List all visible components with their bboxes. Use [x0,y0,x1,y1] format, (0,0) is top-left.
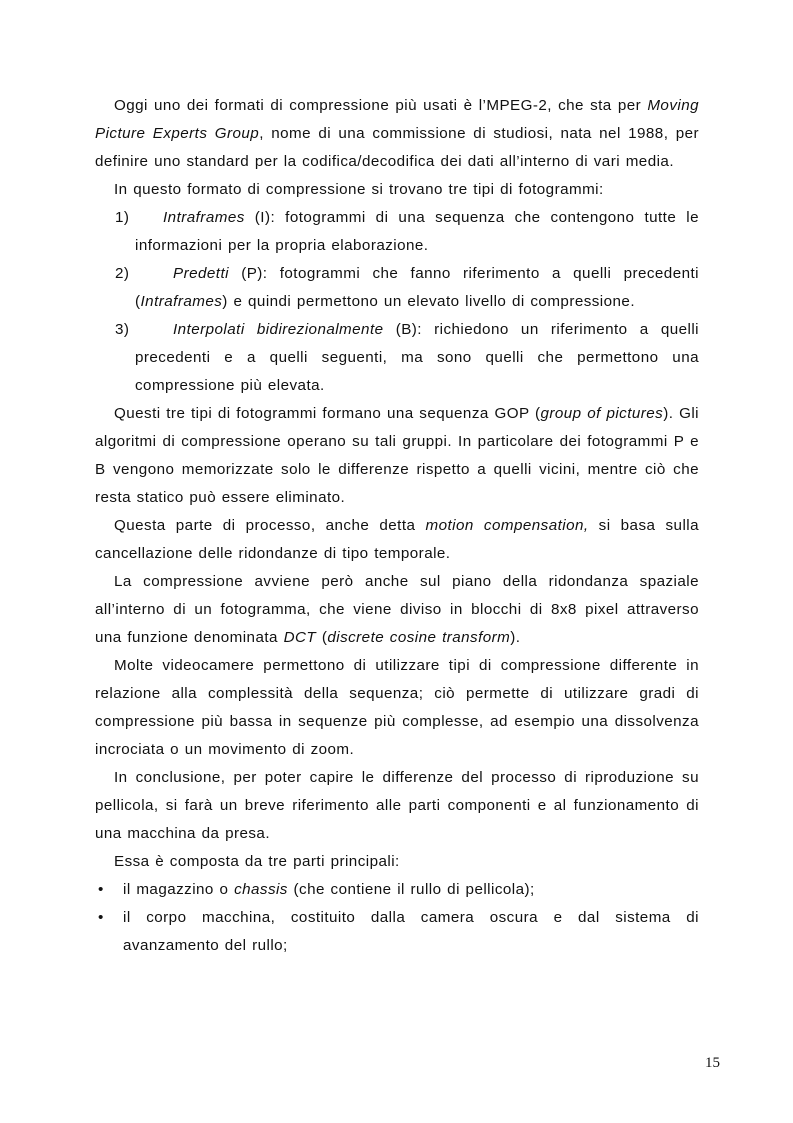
text-run: Oggi uno dei formati di compressione più usati è l’MPEG-2, che sta per [114,97,648,114]
bullet-icon: • [98,909,104,926]
text-run: , nome di una commissione di studiosi, nata nel 1988, per definire uno standard per la codifica/decodifica dei dati all’interno di vari media. [95,125,699,170]
italic-run: discrete cosine transform [327,629,511,646]
text-run: ). Gli algoritmi di compressione operano su tali gruppi. In particolare dei fotogrammi P e B vengono memorizzate solo le differenze rispetto a quelli vicini, mentre ciò che resta statico può essere eliminato. [95,405,699,506]
paragraph-motion-compensation [95,512,699,568]
italic-run: chassis [234,881,288,898]
text-run: Questi tre tipi di fotogrammi formano una sequenza GOP ( [114,405,541,422]
italic-run: group of pictures [540,405,664,422]
text-run: (P): fotogrammi che fanno riferimento a quelli precedenti ( [135,265,699,310]
text-run: (B): richiedono un riferimento a quelli precedenti e a quelli seguenti, ma sono quelli che permettono una compressione più elevata. [135,321,700,394]
list-item-predetti [95,260,699,316]
text-run: il corpo macchina, costituito dalla camera oscura e dal sistema di avanzamento del rullo; [123,909,699,954]
paragraph-conclusione [95,764,699,848]
text-run: ( [316,629,328,646]
bullet-item-corpo-macchina [95,904,699,960]
page-number: 15 [705,1055,720,1071]
paragraph-parti-principali [95,848,699,876]
paragraph-mpeg2-intro [95,92,699,176]
text-run: Questa parte di processo, anche detta [114,517,426,534]
paragraph-gop [95,400,699,512]
list-number: 1) [115,209,130,226]
list-number: 3) [115,321,130,338]
text-run: In questo formato di compressione si trovano tre tipi di fotogrammi: [114,181,604,198]
list-item-intraframes [95,204,699,260]
italic-run: motion compensation, [425,517,589,534]
bullet-icon: • [98,881,104,898]
italic-run: DCT [283,629,317,646]
text-run: (I): fotogrammi di una sequenza che contengono tutte le informazioni per la propria elaborazione. [135,209,699,254]
text-run: si basa sulla cancellazione delle ridondanze di tipo temporale. [95,517,699,562]
italic-run: Predetti [173,265,229,282]
text-run: In conclusione, per poter capire le differenze del processo di riproduzione su pellicola, si farà un breve riferimento alle parti componenti e al funzionamento di una macchina da presa. [95,769,699,842]
italic-run: Intraframes [140,293,223,310]
italic-run: Intraframes [163,209,245,226]
text-run: La compressione avviene però anche sul piano della ridondanza spaziale all’interno di un fotogramma, che viene diviso in blocchi di 8x8 pixel attraverso una funzione denominata [95,573,699,646]
paragraph-videocamere [95,652,699,764]
list-number: 2) [115,265,130,282]
paragraph-dct [95,568,699,652]
text-run: ) e quindi permettono un elevato livello di compressione. [222,293,635,310]
text-run: ). [510,629,521,646]
text-run: Essa è composta da tre parti principali: [114,853,400,870]
list-item-interpolati [95,316,699,400]
body-text [95,92,699,960]
text-run: Molte videocamere permettono di utilizzare tipi di compressione differente in relazione alla complessità della sequenza; ciò permette di utilizzare gradi di compressione più bassa in sequenze più complesse, ad esempio una dissolvenza incrociata o un movimento di zoom. [95,657,699,758]
italic-run: Moving Picture Experts Group [95,97,699,142]
text-run: il magazzino o [123,881,235,898]
text-run: (che contiene il rullo di pellicola); [287,881,535,898]
italic-run: Interpolati bidirezionalmente [173,321,384,338]
paragraph-frame-types-intro [95,176,699,204]
bullet-item-magazzino [95,876,699,904]
